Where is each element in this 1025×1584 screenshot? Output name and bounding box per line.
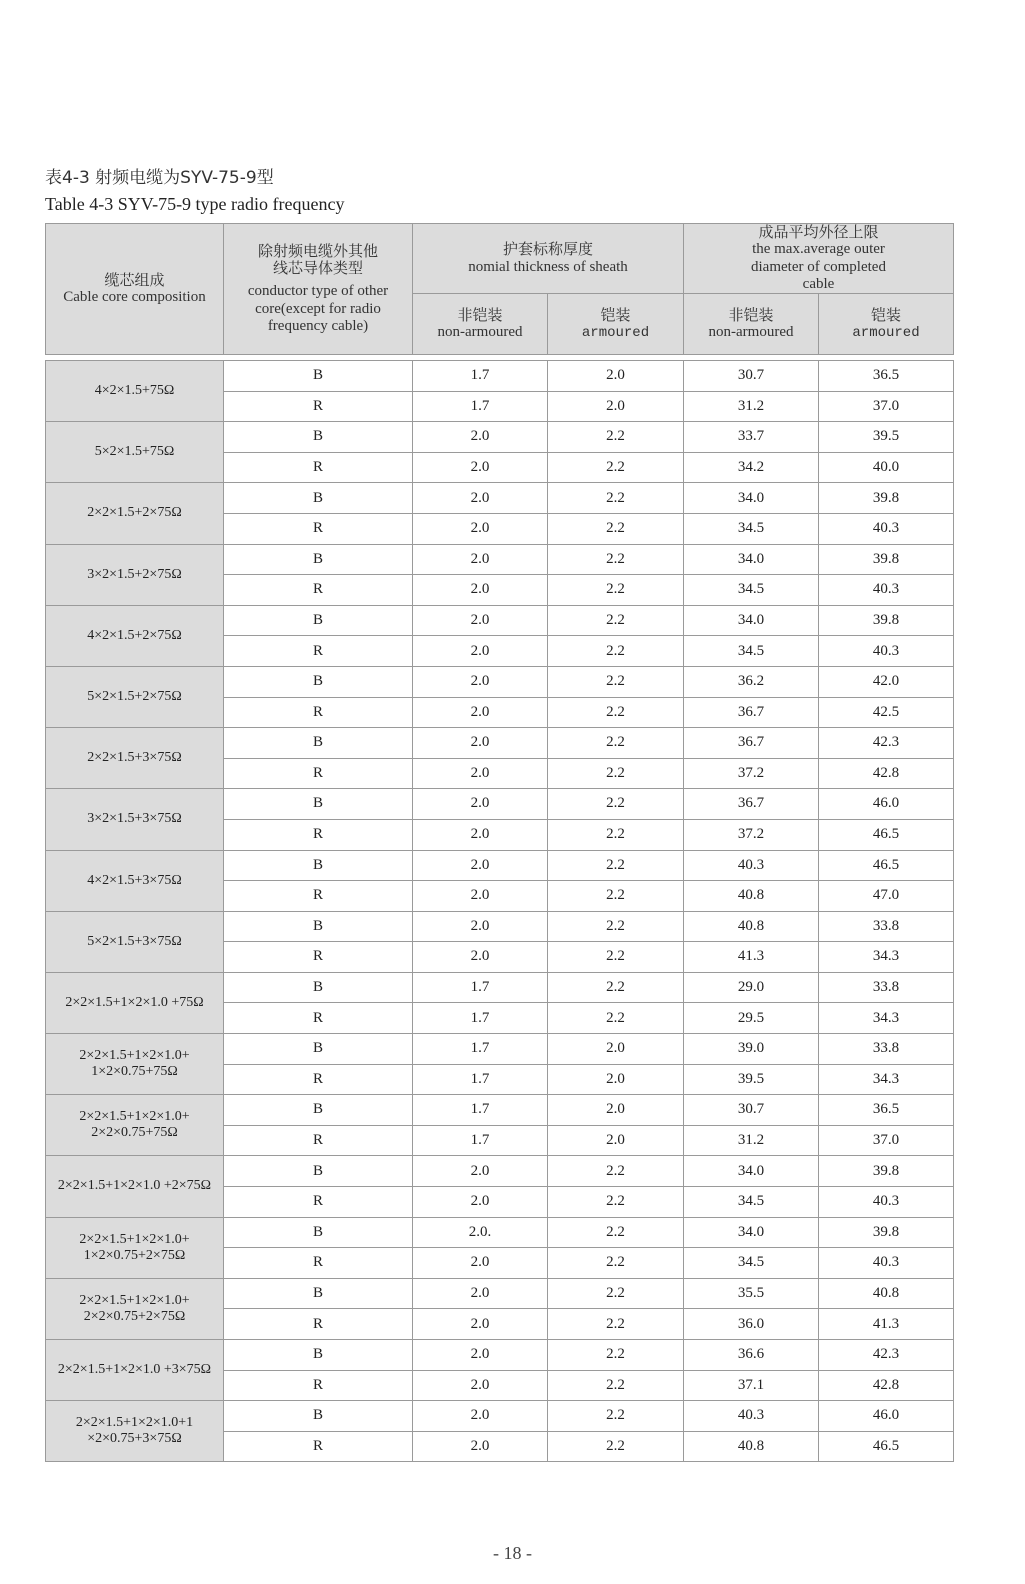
- header-conductor: [224, 224, 413, 355]
- sheath-non-armoured-cell: 2.0: [413, 513, 548, 544]
- table-row: [46, 911, 954, 942]
- conductor-type-cell: B: [224, 1034, 413, 1065]
- diameter-non-armoured-cell: 39.5: [684, 1064, 819, 1095]
- conductor-type-cell: R: [224, 881, 413, 912]
- cable-composition-cell: 4×2×1.5+2×75Ω: [46, 605, 224, 666]
- sheath-non-armoured-cell: 2.0: [413, 881, 548, 912]
- header-sheath-armoured-en: armoured: [581, 324, 650, 341]
- page-number: - 18 -: [493, 1543, 532, 1563]
- conductor-type-cell: B: [224, 422, 413, 453]
- header-diameter-cn: 成品平均外径上限: [758, 223, 879, 241]
- sheath-armoured-cell: 2.0: [548, 1095, 684, 1126]
- header-diameter-non-armoured: [684, 294, 819, 355]
- diameter-non-armoured-cell: 29.0: [684, 972, 819, 1003]
- diameter-non-armoured-cell: 40.8: [684, 911, 819, 942]
- table-row: [46, 1278, 954, 1309]
- diameter-non-armoured-cell: 40.8: [684, 881, 819, 912]
- diameter-non-armoured-cell: 30.7: [684, 361, 819, 392]
- sheath-armoured-cell: 2.2: [548, 1187, 684, 1218]
- sheath-non-armoured-cell: 1.7: [413, 1034, 548, 1065]
- cable-composition-cell: 4×2×1.5+75Ω: [46, 361, 224, 422]
- sheath-armoured-cell: 2.2: [548, 513, 684, 544]
- sheath-non-armoured-cell: 2.0: [413, 850, 548, 881]
- diameter-armoured-cell: 40.0: [819, 452, 954, 483]
- table-body: [46, 355, 954, 1462]
- diameter-armoured-cell: 40.3: [819, 1248, 954, 1279]
- sheath-armoured-cell: 2.2: [548, 1309, 684, 1340]
- header-conductor-cn: 除射频电缆外其他线芯导体类型: [257, 241, 378, 278]
- sheath-armoured-cell: 2.2: [548, 1340, 684, 1371]
- conductor-type-cell: B: [224, 605, 413, 636]
- header-diameter-armoured: [819, 294, 954, 355]
- sheath-armoured-cell: 2.2: [548, 911, 684, 942]
- diameter-non-armoured-cell: 41.3: [684, 942, 819, 973]
- table-row: [46, 1034, 954, 1065]
- diameter-armoured-cell: 39.8: [819, 483, 954, 514]
- sheath-non-armoured-cell: 2.0: [413, 697, 548, 728]
- sheath-armoured-cell: 2.2: [548, 544, 684, 575]
- diameter-armoured-cell: 33.8: [819, 1034, 954, 1065]
- header-composition-en: Cable core composition: [63, 289, 206, 305]
- diameter-non-armoured-cell: 34.0: [684, 1217, 819, 1248]
- diameter-non-armoured-cell: 40.3: [684, 850, 819, 881]
- cable-composition-cell: 2×2×1.5+1×2×1.0+ 1×2×0.75+75Ω: [46, 1034, 224, 1095]
- sheath-non-armoured-cell: 2.0: [413, 1278, 548, 1309]
- diameter-armoured-cell: 42.3: [819, 728, 954, 759]
- header-sheath-non-armoured-en: non-armoured: [437, 324, 523, 340]
- cable-composition-cell: 2×2×1.5+1×2×1.0+ 2×2×0.75+2×75Ω: [46, 1278, 224, 1339]
- conductor-type-cell: B: [224, 1278, 413, 1309]
- conductor-type-cell: R: [224, 1064, 413, 1095]
- diameter-non-armoured-cell: 29.5: [684, 1003, 819, 1034]
- sheath-armoured-cell: 2.2: [548, 1370, 684, 1401]
- sheath-non-armoured-cell: 1.7: [413, 972, 548, 1003]
- sheath-non-armoured-cell: 2.0: [413, 1248, 548, 1279]
- diameter-armoured-cell: 34.3: [819, 1064, 954, 1095]
- sheath-armoured-cell: 2.2: [548, 1431, 684, 1462]
- diameter-armoured-cell: 42.8: [819, 1370, 954, 1401]
- table-row: [46, 1095, 954, 1126]
- diameter-armoured-cell: 36.5: [819, 361, 954, 392]
- conductor-type-cell: B: [224, 789, 413, 820]
- diameter-non-armoured-cell: 36.6: [684, 1340, 819, 1371]
- diameter-armoured-cell: 42.0: [819, 666, 954, 697]
- sheath-non-armoured-cell: 2.0: [413, 1401, 548, 1432]
- sheath-armoured-cell: 2.2: [548, 666, 684, 697]
- diameter-non-armoured-cell: 31.2: [684, 1125, 819, 1156]
- conductor-type-cell: R: [224, 391, 413, 422]
- sheath-armoured-cell: 2.2: [548, 452, 684, 483]
- table-row: [46, 361, 954, 392]
- sheath-non-armoured-cell: 2.0: [413, 1370, 548, 1401]
- diameter-armoured-cell: 40.3: [819, 575, 954, 606]
- conductor-type-cell: R: [224, 1003, 413, 1034]
- diameter-non-armoured-cell: 40.8: [684, 1431, 819, 1462]
- diameter-non-armoured-cell: 36.0: [684, 1309, 819, 1340]
- header-diameter: [684, 224, 954, 294]
- sheath-armoured-cell: 2.2: [548, 728, 684, 759]
- sheath-armoured-cell: 2.2: [548, 758, 684, 789]
- table-row: [46, 422, 954, 453]
- conductor-type-cell: B: [224, 1401, 413, 1432]
- sheath-non-armoured-cell: 2.0: [413, 605, 548, 636]
- conductor-type-cell: B: [224, 1095, 413, 1126]
- diameter-non-armoured-cell: 36.2: [684, 666, 819, 697]
- header-sheath-armoured: [548, 294, 684, 355]
- header-diameter-en: the max.average outer diameter of completed cable: [751, 241, 886, 292]
- diameter-non-armoured-cell: 31.2: [684, 391, 819, 422]
- table-row: [46, 972, 954, 1003]
- sheath-non-armoured-cell: 1.7: [413, 1095, 548, 1126]
- sheath-armoured-cell: 2.2: [548, 697, 684, 728]
- sheath-non-armoured-cell: 2.0: [413, 1187, 548, 1218]
- sheath-armoured-cell: 2.2: [548, 605, 684, 636]
- sheath-non-armoured-cell: 1.7: [413, 1003, 548, 1034]
- diameter-non-armoured-cell: 35.5: [684, 1278, 819, 1309]
- diameter-non-armoured-cell: 37.2: [684, 819, 819, 850]
- diameter-non-armoured-cell: 37.2: [684, 758, 819, 789]
- diameter-non-armoured-cell: 37.1: [684, 1370, 819, 1401]
- sheath-non-armoured-cell: 2.0: [413, 422, 548, 453]
- diameter-armoured-cell: 42.3: [819, 1340, 954, 1371]
- conductor-type-cell: R: [224, 697, 413, 728]
- diameter-armoured-cell: 39.5: [819, 422, 954, 453]
- header-diameter-non-armoured-cn: 非铠装: [728, 305, 774, 324]
- diameter-armoured-cell: 36.5: [819, 1095, 954, 1126]
- header-sheath-non-armoured-cn: 非铠装: [457, 305, 503, 324]
- sheath-armoured-cell: 2.2: [548, 1248, 684, 1279]
- cable-composition-cell: 5×2×1.5+3×75Ω: [46, 911, 224, 972]
- table-row: [46, 666, 954, 697]
- table-row: [46, 789, 954, 820]
- conductor-type-cell: R: [224, 1431, 413, 1462]
- diameter-non-armoured-cell: 34.0: [684, 605, 819, 636]
- table-row: [46, 1340, 954, 1371]
- sheath-armoured-cell: 2.2: [548, 1278, 684, 1309]
- diameter-armoured-cell: 39.8: [819, 544, 954, 575]
- cable-composition-cell: 2×2×1.5+1×2×1.0 +3×75Ω: [46, 1340, 224, 1401]
- header-sheath-cn: 护套标称厚度: [502, 240, 593, 259]
- header-composition-cn: 缆芯组成: [104, 270, 165, 289]
- sheath-armoured-cell: 2.0: [548, 361, 684, 392]
- sheath-non-armoured-cell: 2.0: [413, 728, 548, 759]
- diameter-armoured-cell: 41.3: [819, 1309, 954, 1340]
- header-diameter-armoured-cn: 铠装: [870, 306, 901, 325]
- diameter-non-armoured-cell: 36.7: [684, 789, 819, 820]
- cable-composition-cell: 2×2×1.5+1×2×1.0 +75Ω: [46, 972, 224, 1033]
- sheath-armoured-cell: 2.0: [548, 1125, 684, 1156]
- diameter-non-armoured-cell: 34.5: [684, 1248, 819, 1279]
- conductor-type-cell: R: [224, 1309, 413, 1340]
- diameter-armoured-cell: 34.3: [819, 1003, 954, 1034]
- sheath-non-armoured-cell: 2.0: [413, 1156, 548, 1187]
- header-diameter-armoured-en: armoured: [852, 324, 920, 341]
- table-row: [46, 850, 954, 881]
- conductor-type-cell: R: [224, 452, 413, 483]
- cable-composition-cell: 4×2×1.5+3×75Ω: [46, 850, 224, 911]
- sheath-non-armoured-cell: 2.0: [413, 544, 548, 575]
- diameter-armoured-cell: 47.0: [819, 881, 954, 912]
- header-conductor-en: conductor type of other core(except for radio frequency cable): [247, 283, 389, 334]
- diameter-armoured-cell: 46.5: [819, 1431, 954, 1462]
- cable-composition-cell: 5×2×1.5+75Ω: [46, 422, 224, 483]
- cable-composition-cell: 3×2×1.5+3×75Ω: [46, 789, 224, 850]
- conductor-type-cell: R: [224, 636, 413, 667]
- diameter-armoured-cell: 37.0: [819, 1125, 954, 1156]
- diameter-non-armoured-cell: 33.7: [684, 422, 819, 453]
- diameter-non-armoured-cell: 34.5: [684, 513, 819, 544]
- sheath-non-armoured-cell: 2.0.: [413, 1217, 548, 1248]
- sheath-armoured-cell: 2.2: [548, 881, 684, 912]
- sheath-non-armoured-cell: 2.0: [413, 789, 548, 820]
- conductor-type-cell: R: [224, 1125, 413, 1156]
- sheath-non-armoured-cell: 1.7: [413, 391, 548, 422]
- diameter-armoured-cell: 46.5: [819, 850, 954, 881]
- sheath-non-armoured-cell: 2.0: [413, 575, 548, 606]
- table-row: [46, 544, 954, 575]
- sheath-non-armoured-cell: 2.0: [413, 1431, 548, 1462]
- diameter-non-armoured-cell: 36.7: [684, 728, 819, 759]
- conductor-type-cell: B: [224, 666, 413, 697]
- header-diameter-non-armoured-en: non-armoured: [708, 324, 794, 340]
- sheath-non-armoured-cell: 2.0: [413, 911, 548, 942]
- diameter-non-armoured-cell: 34.5: [684, 636, 819, 667]
- diameter-non-armoured-cell: 34.5: [684, 575, 819, 606]
- sheath-armoured-cell: 2.0: [548, 1064, 684, 1095]
- diameter-armoured-cell: 39.8: [819, 605, 954, 636]
- cable-composition-cell: 2×2×1.5+3×75Ω: [46, 728, 224, 789]
- cable-composition-cell: 2×2×1.5+1×2×1.0+ 1×2×0.75+2×75Ω: [46, 1217, 224, 1278]
- table-row: [46, 1156, 954, 1187]
- conductor-type-cell: R: [224, 942, 413, 973]
- sheath-armoured-cell: 2.2: [548, 942, 684, 973]
- cable-composition-cell: 3×2×1.5+2×75Ω: [46, 544, 224, 605]
- sheath-armoured-cell: 2.2: [548, 1156, 684, 1187]
- table-caption-cn: 表4-3 射频电缆为SYV-75-9型: [45, 168, 274, 188]
- diameter-non-armoured-cell: 34.0: [684, 544, 819, 575]
- sheath-armoured-cell: 2.2: [548, 575, 684, 606]
- sheath-armoured-cell: 2.0: [548, 1034, 684, 1065]
- diameter-non-armoured-cell: 30.7: [684, 1095, 819, 1126]
- diameter-armoured-cell: 33.8: [819, 911, 954, 942]
- sheath-non-armoured-cell: 2.0: [413, 666, 548, 697]
- conductor-type-cell: B: [224, 972, 413, 1003]
- table-row: [46, 1401, 954, 1432]
- diameter-armoured-cell: 46.5: [819, 819, 954, 850]
- sheath-armoured-cell: 2.2: [548, 819, 684, 850]
- header-sheath-armoured-cn: 铠装: [600, 306, 631, 325]
- sheath-non-armoured-cell: 1.7: [413, 1125, 548, 1156]
- diameter-non-armoured-cell: 39.0: [684, 1034, 819, 1065]
- sheath-non-armoured-cell: 1.7: [413, 1064, 548, 1095]
- conductor-type-cell: B: [224, 1340, 413, 1371]
- conductor-type-cell: B: [224, 850, 413, 881]
- diameter-armoured-cell: 39.8: [819, 1217, 954, 1248]
- diameter-armoured-cell: 39.8: [819, 1156, 954, 1187]
- conductor-type-cell: B: [224, 361, 413, 392]
- sheath-armoured-cell: 2.2: [548, 789, 684, 820]
- diameter-armoured-cell: 40.8: [819, 1278, 954, 1309]
- sheath-armoured-cell: 2.2: [548, 1401, 684, 1432]
- diameter-non-armoured-cell: 34.2: [684, 452, 819, 483]
- conductor-type-cell: B: [224, 911, 413, 942]
- conductor-type-cell: R: [224, 513, 413, 544]
- table-caption-en: Table 4-3 SYV-75-9 type radio frequency: [45, 194, 345, 214]
- conductor-type-cell: B: [224, 1217, 413, 1248]
- conductor-type-cell: B: [224, 544, 413, 575]
- sheath-armoured-cell: 2.2: [548, 422, 684, 453]
- header-composition: [46, 224, 224, 355]
- table-row: [46, 728, 954, 759]
- conductor-type-cell: R: [224, 1370, 413, 1401]
- cable-composition-cell: 2×2×1.5+1×2×1.0+1 ×2×0.75+3×75Ω: [46, 1401, 224, 1462]
- conductor-type-cell: B: [224, 1156, 413, 1187]
- diameter-non-armoured-cell: 34.5: [684, 1187, 819, 1218]
- diameter-armoured-cell: 34.3: [819, 942, 954, 973]
- sheath-non-armoured-cell: 2.0: [413, 1340, 548, 1371]
- conductor-type-cell: R: [224, 758, 413, 789]
- diameter-non-armoured-cell: 34.0: [684, 483, 819, 514]
- header-sheath: [413, 224, 684, 294]
- sheath-armoured-cell: 2.2: [548, 850, 684, 881]
- sheath-armoured-cell: 2.2: [548, 972, 684, 1003]
- sheath-non-armoured-cell: 2.0: [413, 636, 548, 667]
- table-row: [46, 483, 954, 514]
- diameter-armoured-cell: 42.8: [819, 758, 954, 789]
- sheath-armoured-cell: 2.2: [548, 483, 684, 514]
- diameter-armoured-cell: 42.5: [819, 697, 954, 728]
- diameter-armoured-cell: 40.3: [819, 513, 954, 544]
- sheath-armoured-cell: 2.0: [548, 391, 684, 422]
- header-sheath-non-armoured: [413, 294, 548, 355]
- diameter-armoured-cell: 33.8: [819, 972, 954, 1003]
- table-row: [46, 1217, 954, 1248]
- diameter-armoured-cell: 46.0: [819, 1401, 954, 1432]
- diameter-armoured-cell: 40.3: [819, 636, 954, 667]
- diameter-non-armoured-cell: 34.0: [684, 1156, 819, 1187]
- conductor-type-cell: R: [224, 1187, 413, 1218]
- sheath-non-armoured-cell: 2.0: [413, 942, 548, 973]
- sheath-non-armoured-cell: 2.0: [413, 483, 548, 514]
- conductor-type-cell: R: [224, 1248, 413, 1279]
- header-sheath-en: nomial thickness of sheath: [468, 258, 628, 275]
- diameter-armoured-cell: 46.0: [819, 789, 954, 820]
- sheath-armoured-cell: 2.2: [548, 1217, 684, 1248]
- cable-composition-cell: 5×2×1.5+2×75Ω: [46, 666, 224, 727]
- table-row: [46, 605, 954, 636]
- cable-composition-cell: 2×2×1.5+1×2×1.0+ 2×2×0.75+75Ω: [46, 1095, 224, 1156]
- diameter-non-armoured-cell: 40.3: [684, 1401, 819, 1432]
- sheath-non-armoured-cell: 2.0: [413, 819, 548, 850]
- sheath-non-armoured-cell: 2.0: [413, 1309, 548, 1340]
- conductor-type-cell: B: [224, 483, 413, 514]
- spec-table: [45, 223, 954, 1462]
- sheath-non-armoured-cell: 2.0: [413, 452, 548, 483]
- conductor-type-cell: B: [224, 728, 413, 759]
- cable-composition-cell: 2×2×1.5+2×75Ω: [46, 483, 224, 544]
- sheath-non-armoured-cell: 2.0: [413, 758, 548, 789]
- conductor-type-cell: R: [224, 819, 413, 850]
- diameter-non-armoured-cell: 36.7: [684, 697, 819, 728]
- sheath-armoured-cell: 2.2: [548, 636, 684, 667]
- conductor-type-cell: R: [224, 575, 413, 606]
- diameter-armoured-cell: 40.3: [819, 1187, 954, 1218]
- cable-composition-cell: 2×2×1.5+1×2×1.0 +2×75Ω: [46, 1156, 224, 1217]
- diameter-armoured-cell: 37.0: [819, 391, 954, 422]
- sheath-armoured-cell: 2.2: [548, 1003, 684, 1034]
- sheath-non-armoured-cell: 1.7: [413, 361, 548, 392]
